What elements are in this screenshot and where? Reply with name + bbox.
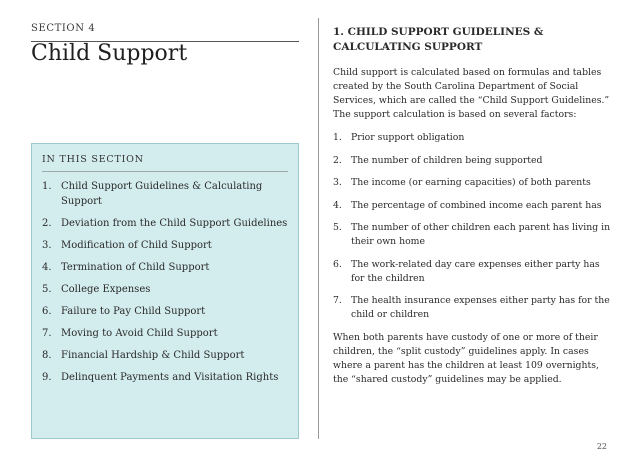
factor-text: The work-related day care expenses either party has for the children <box>351 258 600 284</box>
factor-number: 6. <box>333 258 342 270</box>
page-number: 22 <box>596 442 607 451</box>
toc-rule <box>42 171 288 172</box>
factor-text: The percentage of combined income each parent has <box>351 199 602 211</box>
page-title: Child Support <box>31 41 188 66</box>
factor-text: The health insurance expenses either party has for the child or children <box>351 295 610 320</box>
article-heading: 1. CHILD SUPPORT GUIDELINES & CALCULATING SUPPORT <box>333 26 544 53</box>
toc-item-text: Termination of Child Support <box>61 262 210 273</box>
article-intro: Child support is calculated based on formulas and tables created by the South Carolina Department of Social Services, which are called the “Child Support Guidelines.” The support calculation is based on several factors: <box>333 67 610 120</box>
toc-item-text: Failure to Pay Child Support <box>61 306 206 317</box>
section-kicker: SECTION 4 <box>31 23 96 34</box>
toc-item-number: 2. <box>42 218 52 229</box>
factor-text: The number of children being supported <box>351 154 543 166</box>
factor-item-2 <box>333 154 611 168</box>
factor-number: 7. <box>333 295 342 306</box>
toc-item-8 <box>42 348 290 363</box>
in-this-section-heading: IN THIS SECTION <box>42 154 144 165</box>
toc-item-number: 5. <box>42 284 52 295</box>
toc-item-text: Moving to Avoid Child Support <box>61 328 218 339</box>
factor-text: The number of other children each parent has living in their own home <box>351 222 611 247</box>
section-toc-list <box>42 179 290 392</box>
toc-item-text: Deviation from the Child Support Guidelines <box>61 218 288 229</box>
toc-item-text: Child Support Guidelines & Calculating Support <box>61 181 263 207</box>
toc-item-text: Modification of Child Support <box>61 240 212 251</box>
article-column <box>333 25 611 396</box>
toc-item-4 <box>42 260 290 275</box>
factor-item-7 <box>333 294 611 322</box>
toc-item-2 <box>42 216 290 231</box>
factor-number: 5. <box>333 222 342 233</box>
toc-item-text: College Expenses <box>61 284 151 295</box>
factor-number: 4. <box>333 199 342 211</box>
factor-item-6 <box>333 258 611 286</box>
factor-item-4 <box>333 199 611 213</box>
toc-item-number: 7. <box>42 328 52 339</box>
toc-item-7 <box>42 326 290 341</box>
factor-list <box>333 131 611 322</box>
toc-item-3 <box>42 238 290 253</box>
toc-item-number: 6. <box>42 306 52 317</box>
toc-item-number: 4. <box>42 262 52 273</box>
toc-item-6 <box>42 304 290 319</box>
factor-text: The income (or earning capacities) of both parents <box>351 177 591 188</box>
toc-item-text: Financial Hardship & Child Support <box>61 350 245 361</box>
toc-item-text: Delinquent Payments and Visitation Rights <box>61 372 279 383</box>
factor-number: 1. <box>333 132 342 143</box>
toc-item-9 <box>42 370 290 385</box>
factor-text: Prior support obligation <box>351 132 465 143</box>
toc-item-number: 8. <box>42 350 52 361</box>
in-this-section-box <box>31 143 299 439</box>
article-closing: When both parents have custody of one or more of their children, the “split custody” guidelines apply. In cases where a parent has the children at least 109 overnights, the “shared custody” guidelines may be applied. <box>333 331 599 385</box>
factor-item-3 <box>333 176 611 190</box>
toc-item-number: 3. <box>42 240 52 251</box>
factor-number: 2. <box>333 154 342 166</box>
factor-item-1 <box>333 131 611 145</box>
toc-item-5 <box>42 282 290 297</box>
toc-item-1 <box>42 179 290 209</box>
column-divider <box>318 18 319 439</box>
toc-item-number: 9. <box>42 372 52 383</box>
factor-item-5 <box>333 221 611 249</box>
factor-number: 3. <box>333 177 342 188</box>
toc-item-number: 1. <box>42 181 52 192</box>
